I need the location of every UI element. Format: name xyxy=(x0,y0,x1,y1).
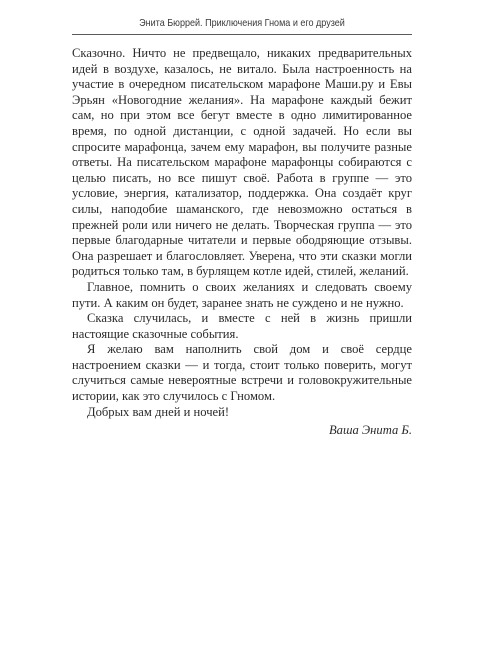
body-text xyxy=(72,46,412,439)
paragraph-2: Главное, помнить о своих желаниях и следовать своему пути. А каким он будет, заранее знать не суждено и не нужно. xyxy=(72,279,412,310)
header-rule xyxy=(72,34,412,35)
paragraph-3: Сказка случилась, и вместе с ней в жизнь пришли настоящие сказочные события. xyxy=(72,311,412,341)
paragraph-1: Сказочно. Ничто не предвещало, никаких предварительных идей в воздухе, казалось, не витало. Была настроенность на участие в очередном писательском марафоне Маши.ру и Евы Эрьян «Новогодние желания». На марафоне каждый бежит сам, но при этом все бегут вместе в одно лимитированное время, по одной дистанции, с одной задачей. Но если вы спросите марафонца, зачем ему марафон, вы получите разные ответы. На писательском марафоне марафонцы собираются с целью писать, но все пишут своё. Работа в группе — это условие, энергия, катализатор, поддержка. Она создаёт круг силы, наподобие шаманского, где невозможно остаться в прежней роли или ничего не делать. Творческая группа — это первые благодарные читатели и первые ободряющие отзывы. Она разрешает и благословляет. Уверена, что эти сказки могли родиться только там, в бурлящем котле идей, стилей, желаний. xyxy=(72,46,412,279)
running-header: Энита Бюррей. Приключения Гнома и его друзей xyxy=(139,17,345,29)
signature: Ваша Энита Б. xyxy=(328,423,412,438)
paragraph-5: Добрых вам дней и ночей! xyxy=(87,404,230,419)
paragraph-4: Я желаю вам наполнить свой дом и своё сердце настроением сказки — и тогда, стоит только поверить, могут случиться самые невероятные встречи и головокружительные истории, как это случилось с Гномом. xyxy=(72,342,412,404)
